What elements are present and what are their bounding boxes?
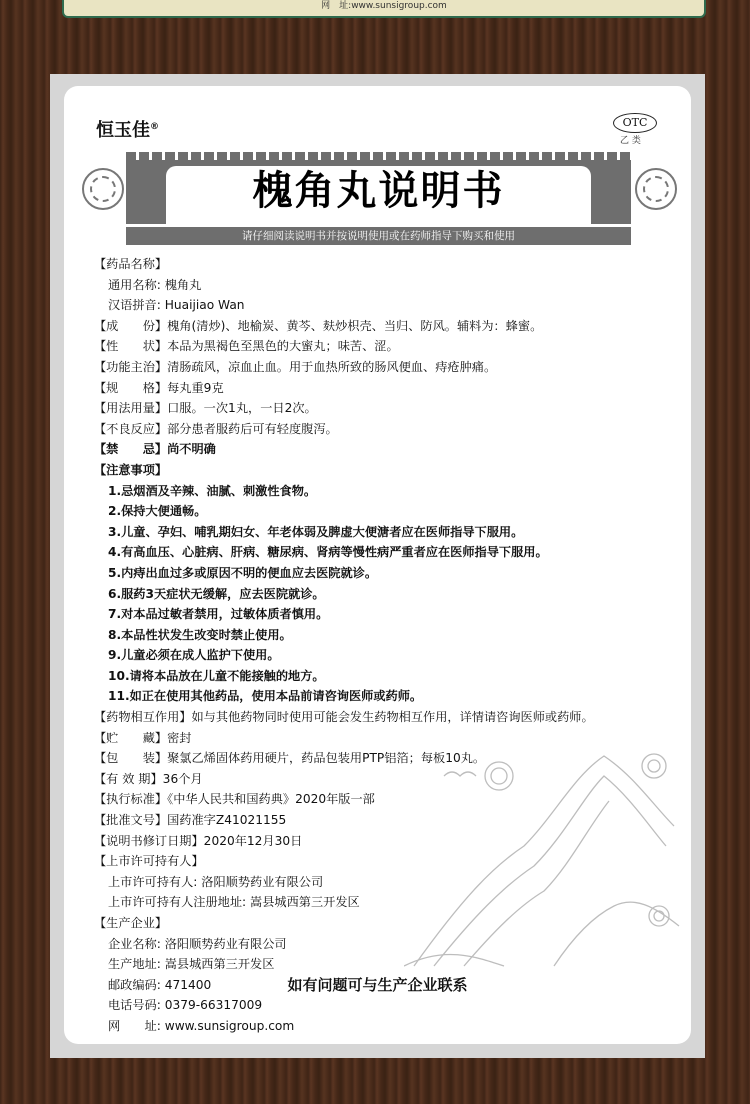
holder-address: 上市许可持有人注册地址: 嵩县城西第三开发区	[108, 895, 360, 910]
pinyin-name: 汉语拼音: Huaijiao Wan	[108, 298, 245, 313]
leaflet-content	[94, 254, 664, 1037]
note-item: 4.有高血压、心脏病、肝病、糖尿病、肾病等慢性病严重者应在医师指导下服用。	[108, 545, 548, 560]
subtitle: 请仔细阅读说明书并按说明使用或在药师指导下购买和使用	[126, 227, 631, 245]
section-holder-header: 【上市许可持有人】	[94, 854, 204, 869]
note-item: 1.忌烟酒及辛辣、油腻、刺激性食物。	[108, 483, 317, 498]
section-drug-name: 【药品名称】	[94, 257, 168, 271]
section-package: 【包 装】聚氯乙烯固体药用硬片，药品包装用PTP铝箔；每板10丸。	[94, 751, 486, 766]
section-contraindications: 【禁 忌】尚不明确	[94, 442, 216, 457]
left-ornament-icon	[82, 168, 124, 210]
top-strip-text: 网 址:www.sunsigroup.com	[321, 1, 447, 11]
leaflet-page	[64, 86, 691, 1044]
section-interaction: 【药物相互作用】如与其他药物同时使用可能会发生药物相互作用，详情请咨询医师或药师。	[94, 710, 594, 725]
note-item: 7.对本品过敏者禁用，过敏体质者慎用。	[108, 607, 329, 622]
section-notes-header: 【注意事项】	[94, 462, 168, 477]
note-item: 8.本品性状发生改变时禁止使用。	[108, 627, 292, 642]
otc-badge: OTC	[613, 113, 657, 133]
leaflet-frame	[50, 74, 705, 1058]
section-revision: 【说明书修订日期】2020年12月30日	[94, 833, 303, 848]
section-storage: 【贮 藏】密封	[94, 730, 192, 745]
page-title: 槐角丸说明书	[252, 167, 505, 214]
note-item: 2.保持大便通畅。	[108, 504, 207, 519]
holder-name: 上市许可持有人: 洛阳顺势药业有限公司	[108, 874, 324, 889]
footer-contact-note: 如有问题可与生产企业联系	[287, 976, 468, 994]
note-item: 5.内痔出血过多或原因不明的便血应去医院就诊。	[108, 565, 378, 580]
section-usage: 【用法用量】口服。一次1丸，一日2次。	[94, 401, 317, 416]
phone-number: 电话号码: 0379-66317009	[108, 998, 263, 1013]
note-item: 3.儿童、孕妇、哺乳期妇女、年老体弱及脾虚大便溏者应在医师指导下服用。	[108, 524, 524, 539]
top-strip	[62, 0, 706, 18]
maker-address: 生产地址: 嵩县城西第三开发区	[108, 957, 275, 972]
brand-name: 恒玉佳	[96, 120, 150, 141]
right-ornament-icon	[635, 168, 677, 210]
section-maker-header: 【生产企业】	[94, 916, 168, 930]
section-validity: 【有 效 期】36个月	[94, 771, 203, 786]
note-item: 11.如正在使用其他药品，使用本品前请咨询医师或药师。	[108, 689, 423, 704]
section-standard: 【执行标准】《中华人民共和国药典》2020年版一部	[94, 792, 375, 807]
website: 网 址: www.sunsigroup.com	[108, 1018, 295, 1033]
section-adverse: 【不良反应】部分患者服药后可有轻度腹泻。	[94, 421, 338, 436]
section-indication: 【功能主治】清肠疏风，凉血止血。用于血热所致的肠风便血、痔疮肿痛。	[94, 359, 497, 374]
generic-name: 通用名称: 槐角丸	[108, 277, 202, 292]
maker-name: 企业名称: 洛阳顺势药业有限公司	[108, 936, 287, 951]
section-spec: 【规 格】每丸重9克	[94, 380, 224, 395]
note-item: 6.服药3天症状无缓解，应去医院就诊。	[108, 586, 325, 601]
note-item: 9.儿童必须在成人监护下使用。	[108, 648, 280, 663]
section-character: 【性 状】本品为黑褐色至黑色的大蜜丸；味苦、涩。	[94, 339, 399, 354]
brand-logo	[96, 116, 159, 142]
postcode: 邮政编码: 471400	[108, 977, 212, 992]
registered-mark: ®	[150, 122, 159, 132]
otc-class: 乙 类	[620, 136, 641, 146]
section-ingredients: 【成 份】槐角(清炒)、地榆炭、黄芩、麸炒枳壳、当归、防风。辅料为：蜂蜜。	[94, 318, 543, 333]
section-approval: 【批准文号】国药准字Z41021155	[94, 813, 287, 828]
note-item: 10.请将本品放在儿童不能接触的地方。	[108, 668, 325, 683]
